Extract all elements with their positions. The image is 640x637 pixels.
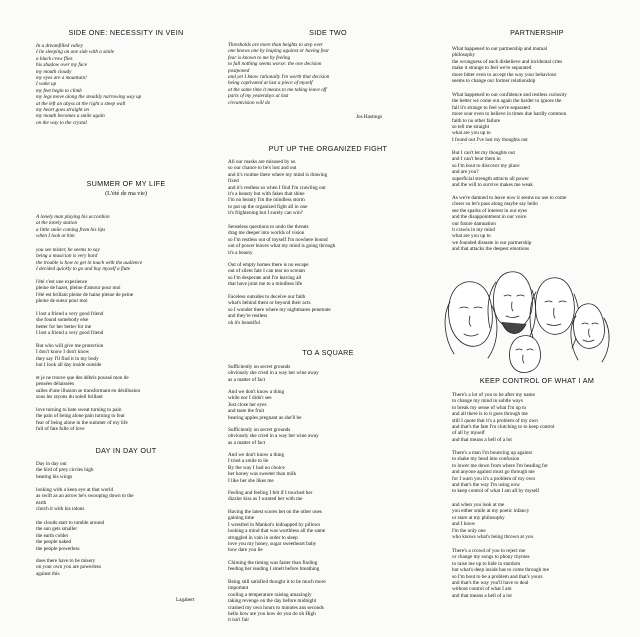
- square-stanza-2: And we don't know a thing while nor I didn't see Just close her eyes and taste the fruit bearing apples pregnant as she'll be: [228, 389, 302, 421]
- square-stanza-7: Chiming the timing was faster than finding feeding her reading I smelt before breathing: [228, 560, 320, 573]
- organized-fight-title: PUT UP THE ORGANIZED FIGHT: [268, 144, 388, 153]
- square-stanza-1: Sufficiently on secret grounds obviously she cried in a way her wine away as a matter of fact: [228, 364, 319, 383]
- square-stanza-4: And we don't know a thing I tried a smile to lie By the way I had no choice her honey was sweeter than milk I like her she likes me: [228, 452, 297, 484]
- day-stanza-4: does there have to be misery on your own you are powerless against this: [36, 558, 101, 577]
- summer-of-my-life-title: SUMMER OF MY LIFE: [86, 179, 166, 188]
- fight-stanza-2: Senseless questions to undo the threats drag me deeper into worlds of vision so I'm restless out of myself I'm nowhere bound out of power leaves what my mind is going through it's a beauty: [228, 224, 336, 256]
- partnership-title: PARTNERSHIP: [510, 28, 564, 37]
- keep-control-stanza-1: There's a lot of you to be after my name to change my mind in subtle ways to break my sense of what I'm up to and all there is to it goes through me still I quote that it's a problem of my own and that's the fate I'm clutching to to keep control of all by myself and that means a hell of a lot: [452, 392, 555, 443]
- fight-stanza-3: Out of empty homes there is no escape out of silent fate I can tear no scream so I'm desperate and I'm leaving all that have joint me to a mindless life: [228, 262, 309, 288]
- to-a-square-title: TO A SQUARE: [302, 348, 354, 357]
- partnership-stanza-3: But I can't let my thoughts out and I can't bear them in so I'm bout to discover my place and are you? superficial strength attracts all power and the will to survive makes me weak: [452, 150, 533, 189]
- square-stanza-5: Feeling and feeling I felt if I touched her dizzier kiss as I wanted her with me: [228, 490, 313, 503]
- partnership-stanza-1: What happened to our partnership and mutual philosophy the wrongness of each disbelieve and incidental cries make it strange to feel we're separated more bitter even to accept the way your behaviour seems to change our former relationship: [452, 46, 563, 85]
- day-stanza-3: the clouds start to tumble around the sun gets smaller the earth colder the people naked the people powerless: [36, 520, 105, 552]
- summer-stanza-6: et je ne trouve que des débris poussé mon de pensées délaissées salles d'une illusion se transformant en désillusion sous les rayons du soleil brillant: [36, 375, 141, 401]
- fight-stanza-4: Faceless outsides to deceive our faith what's behind them or beyond their acts so I wonder there where my nightmares penetrate and they're restless oh it's beautiful: [228, 294, 331, 326]
- band-portrait-drawing: [436, 262, 626, 374]
- necessity-in-vein-lyrics: In a dreamfilled valley I lie sleeping on one side with a smile a black crow flies his shadow over my face my mouth cloudy my eyes are a mountain! I wake up my feet begin to climb my legs move along the steadily narrowing way up at the left an abyss at the right a steep wall my heart goes straight on my mouth becomes a smile again on the way to the crystal: [36, 43, 142, 126]
- summer-stanza-5: But who will give me protection I don't know I don't know they say I'll find it in my body but I look all day inside outside: [36, 343, 104, 369]
- partnership-stanza-2: What happened to our confidence and restless curiosity the better we come out again the harder to ignore the fall it's strange to feel we're separated more sour even to believe in times due hardly common faith to no other failure so tell me straight what are you up to I found out I've lost my thoughts out: [452, 92, 567, 143]
- keep-control-stanza-2: There's a man I'm bouncing up against to shake my head into confusion to lower me down from where I'm heading for and anyone against must go through me for I warn you it's a problem of my own and that's the way I'm using now to keep control of what I am all by myself: [452, 450, 549, 495]
- square-stanza-8: Being still satisfied thought it to be much more important cooling a temperature raising amazingly taking revenge on the day before midnight crashed my own hours to minutes ans seconds hello how are you how do you do oh High it isn't fair: [228, 579, 326, 624]
- keep-control-stanza-3: and when you look at me you either smile at my poetic infancy or stare at my philosophy and I know I'm the only one who knows what's being thrown at you: [452, 502, 534, 541]
- day-stanza-2: looking with a keen eye at that world as swift as an arrow he's swooping down to the earth clutch it with his talons: [36, 487, 134, 513]
- keep-control-title: KEEP CONTROL OF WHAT I AM: [479, 376, 595, 385]
- column-middle: [228, 0, 428, 637]
- credit-lagabert: Lagabert: [176, 597, 195, 603]
- side-two-intro-lyrics: Thresholds are more than heights to step over one knows one by leaping against or having fear fear is known to me by feeling to fall nothing seems worse: the one decision postponed and yet I know rationally I'm worth that decision being captivated at last a piece of myself at the same time it means to me taking leave off parts of my yesterdays at last circumvision will do: [228, 42, 330, 106]
- side-two-title: SIDE TWO: [309, 28, 347, 37]
- column-left: [36, 0, 216, 637]
- summer-stanza-1: A lonely man playing his accordion at the lonely station a little smile coming from his lips when I look at him: [36, 214, 110, 240]
- side-one-title: SIDE ONE: NECESSITY IN VEIN: [68, 28, 184, 37]
- summer-stanza-4: I lost a friend a very good friend she found somebody else better for her better for me I lost a friend a very good friend: [36, 311, 104, 337]
- column-right: [452, 0, 622, 637]
- square-stanza-6: Having the latest scores bet on the other ones gaining time I wrestled in Mankot's kidnapped by pillows looking a mind that was worthless all the same struggled in vain in order to sleep love you my honey, sugar sweetheart baby how dare you lie: [228, 509, 326, 554]
- summer-of-my-life-subtitle: (L'été de ma vie): [105, 190, 147, 197]
- square-stanza-3: Sufficiently on secret grounds obviously she cried in a way her wine away as a matter of fact: [228, 427, 319, 446]
- summer-stanza-7: love turning to hate sweat turning to pain the pain of being alone pain turning to fear fear of being alone in the summer of my life full of fate fulle of love: [36, 407, 128, 433]
- day-stanza-1: Day in day out the bird of prey circles high beating his wings: [36, 461, 94, 480]
- day-in-day-out-title: DAY IN DAY OUT: [95, 446, 157, 455]
- credit-jos-hastings: Jos Hastings: [356, 114, 383, 120]
- summer-stanza-3: l'été c'est une experience pleine de hazet, pleine d'amour pour moi l'été est brillant pleine de haine pleine de peine pleine de sueur pour moi: [36, 279, 134, 305]
- fight-stanza-1: All our masks are misused by us so our chance to be's lost and out and it's routine there where my mind is drawing fixed and it's restless so when I find I'm crawling out it's a beauty but with fakes that shine I'm no beauty I'm the mindless storm to put up the organized fight all in one it's frightening but I surely can win?: [228, 159, 328, 217]
- keep-control-stanza-4: There's a crowd of you to reject me or change my songs to phony rhymes to raise me up to hide in stardom but what's deep inside has to come through me so I'm bout to be a problem and that's yours and that's the way you'll have to deal without control of what I am and that means a hell of a lot: [452, 548, 549, 599]
- summer-stanza-2: you see mister, he seems to say being a musician is very hard the trouble is how to get in touch with the audience I decided quickly to go and buy myself a flute: [36, 247, 143, 273]
- partnership-stanza-4: As we're damned to leave now it seems no use to come closer so let's pass along maybe say hello see the sparks of interest in our eyes and the disappointment in our voice our future damnation it crawls in my mind what are you up to we founded distaste in our partnership and that attacks the deepest emotions: [452, 195, 567, 253]
